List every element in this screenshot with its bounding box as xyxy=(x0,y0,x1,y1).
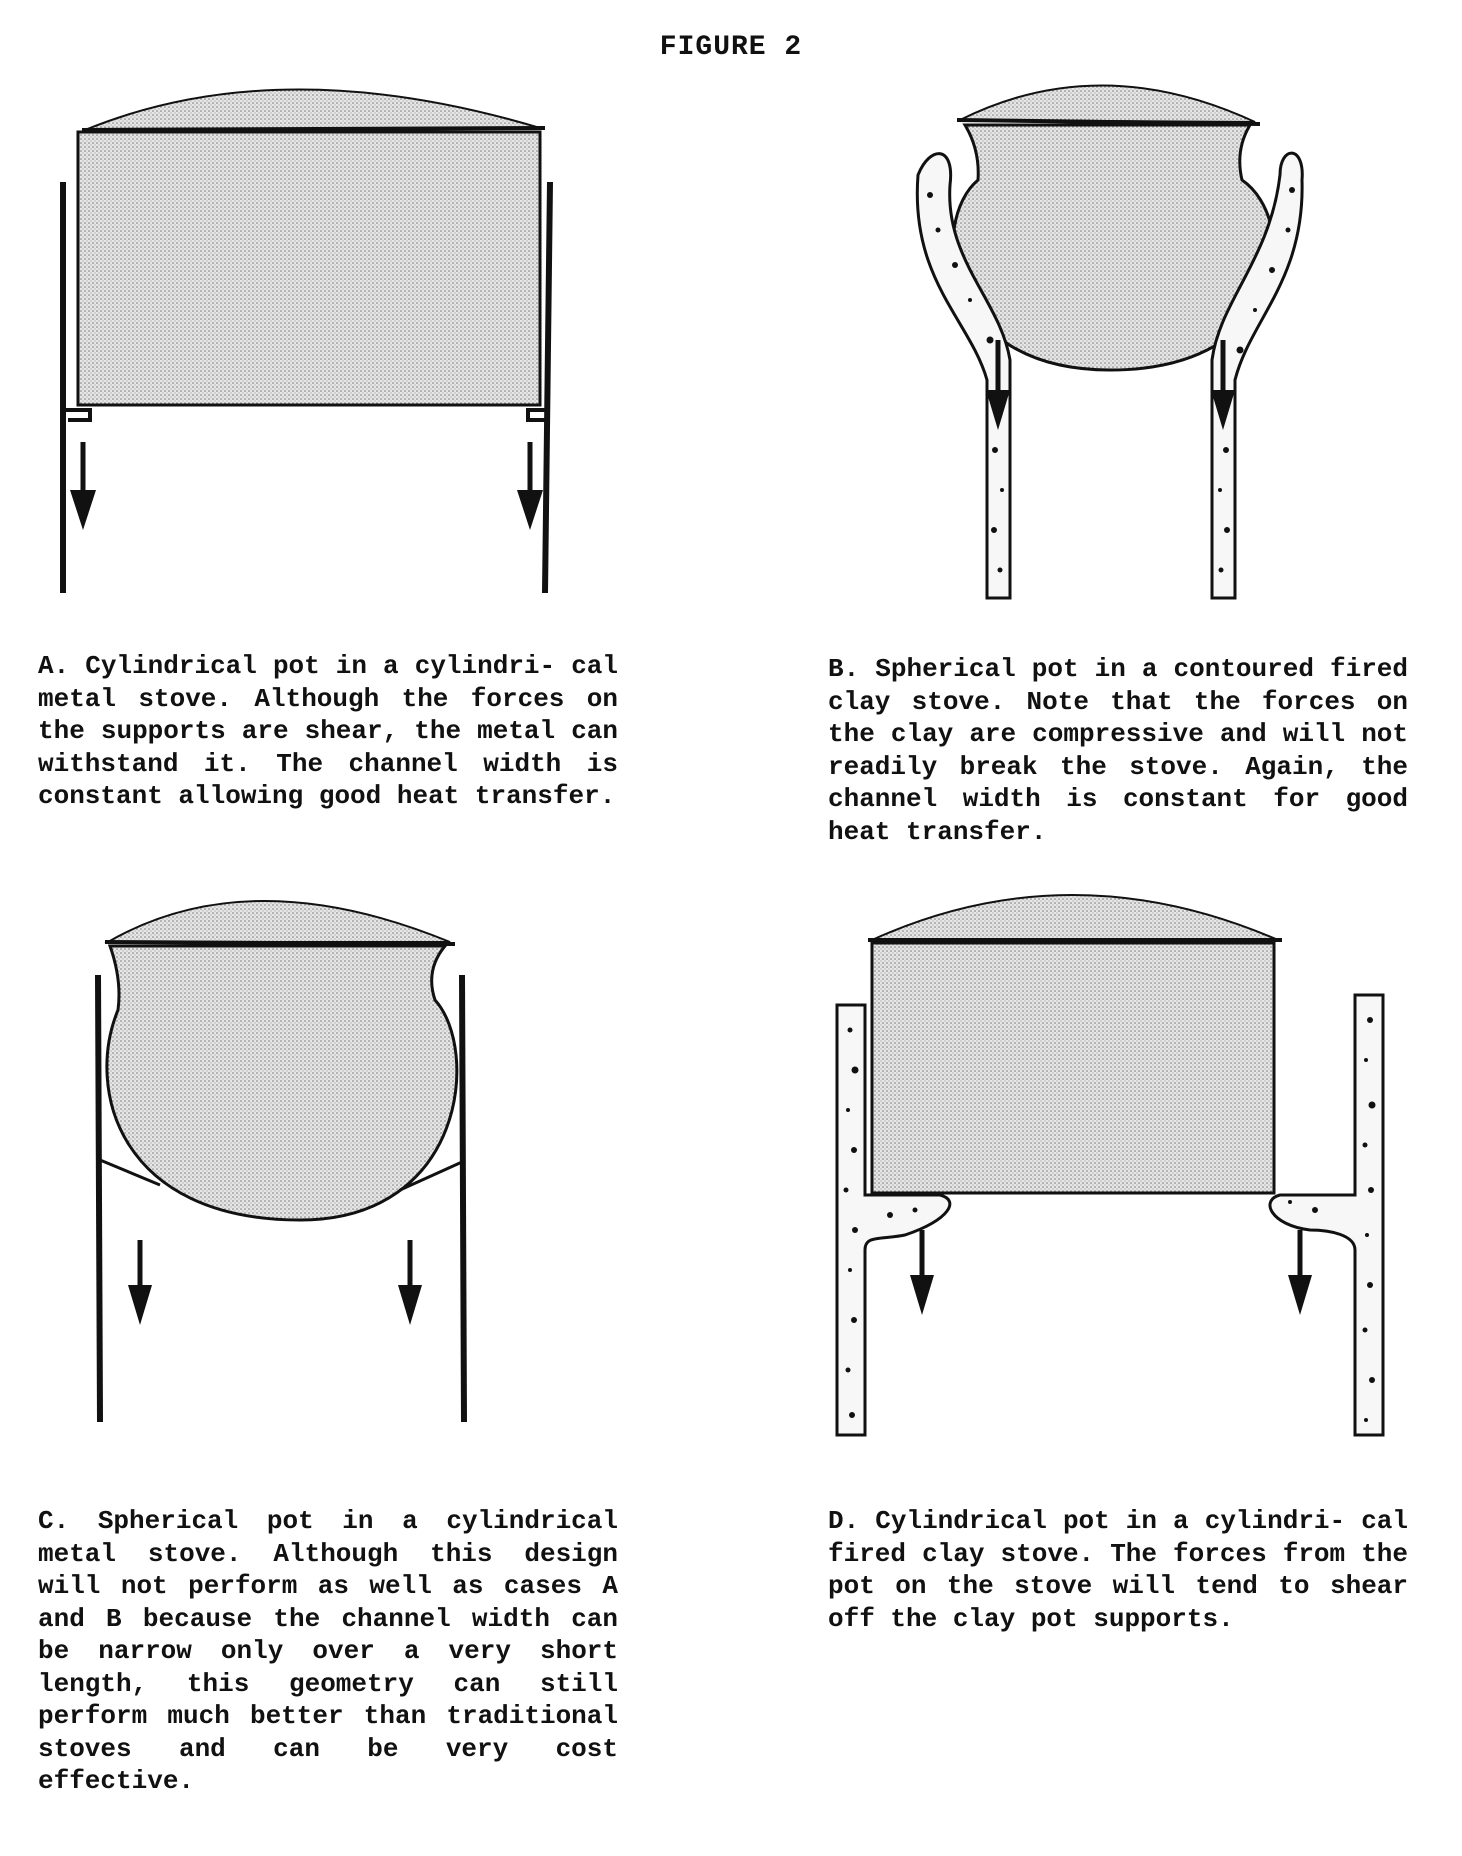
pot-support-left xyxy=(66,410,90,420)
pot-lid xyxy=(108,901,450,942)
force-arrow-icon xyxy=(128,1240,152,1325)
diagram-b-spherical-pot-clay-stove xyxy=(860,70,1400,630)
spherical-pot xyxy=(107,946,457,1220)
force-arrow-icon xyxy=(1288,1230,1312,1315)
diagram-d-cylindrical-pot-clay-stove xyxy=(810,890,1410,1440)
diagram-c-spherical-pot-metal-stove xyxy=(60,900,520,1440)
caption-a: A. Cylindrical pot in a cylindri- cal metal stove. Although the forces on the supports are shear, the metal can withstand it. The channel width is constant allowing good heat transfer. xyxy=(38,651,618,811)
caption-c: C. Spherical pot in a cylindrical metal stove. Although this design will not perform as well as cases A and B because the channel width can be narrow only over a very short length, this geometry can still perform much better than traditional stoves and can be very cost effective. xyxy=(38,1506,618,1796)
pot-rim xyxy=(105,942,455,944)
caption-d: D. Cylindrical pot in a cylindri- cal fired clay stove. The forces from the pot on the stove will tend to shear off the clay pot supports. xyxy=(828,1506,1408,1634)
caption-b: B. Spherical pot in a contoured fired clay stove. Note that the forces on the clay are compressive and will not readily break the stove. Again, the channel width is constant for good heat transfer. xyxy=(828,654,1408,847)
cylindrical-pot xyxy=(872,943,1274,1193)
force-arrow-icon xyxy=(910,1230,934,1315)
force-arrow-icon xyxy=(517,442,543,530)
stove-wall-right xyxy=(545,182,550,593)
diagram-a-cylindrical-pot-metal-stove xyxy=(40,70,640,630)
cylindrical-pot xyxy=(78,132,540,405)
stove-wall-right xyxy=(462,975,464,1422)
pot-lid xyxy=(85,89,540,130)
pot-rim xyxy=(82,128,545,130)
force-arrow-icon xyxy=(398,1240,422,1325)
pot-lid xyxy=(960,85,1255,122)
stove-wall-left xyxy=(98,975,100,1422)
force-arrow-icon xyxy=(70,442,96,530)
pot-lid xyxy=(872,895,1278,940)
figure-title: FIGURE 2 xyxy=(659,32,803,63)
